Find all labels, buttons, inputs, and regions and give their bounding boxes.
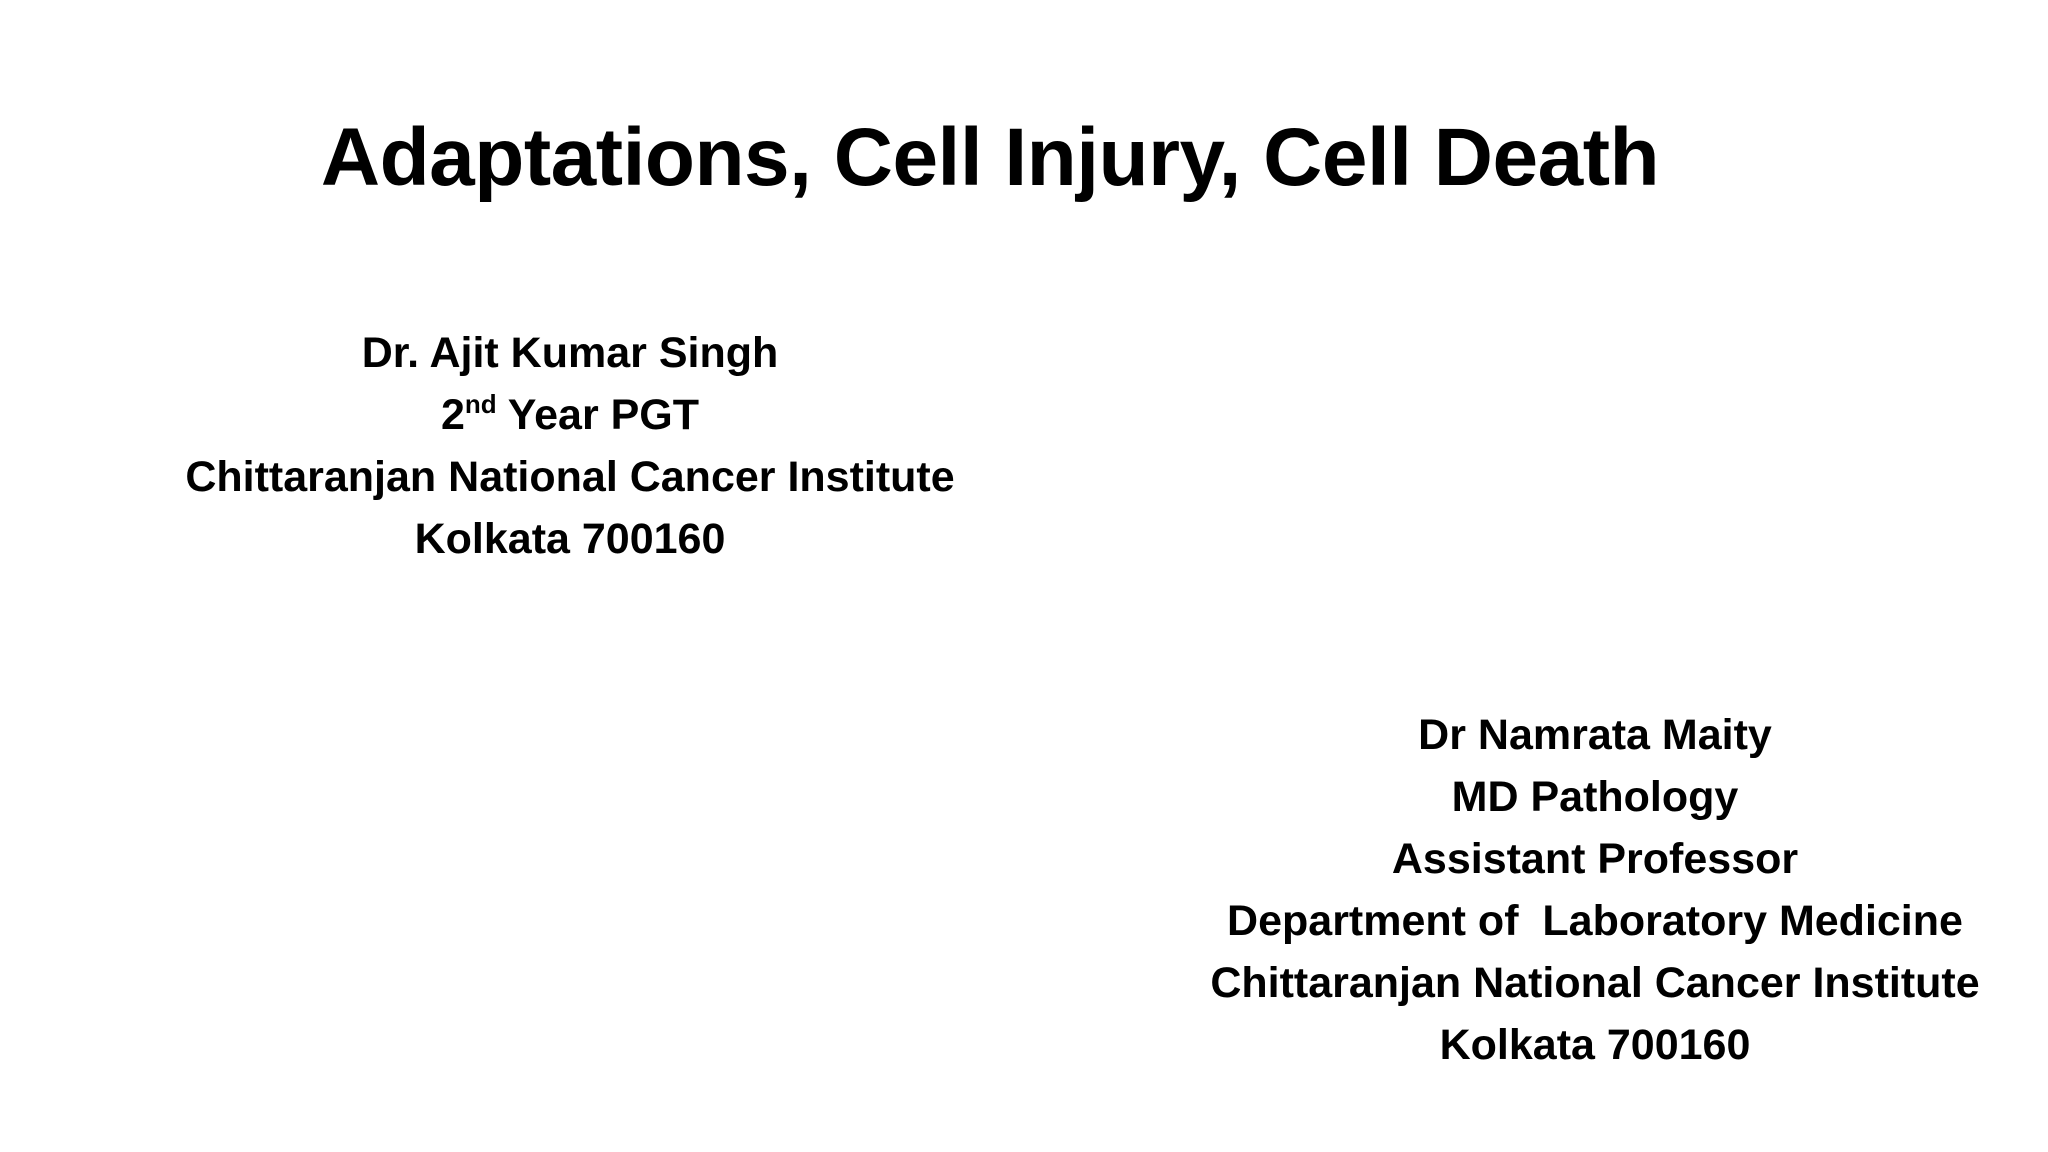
guide-city: Kolkata 700160 (1439, 1021, 1751, 1069)
guide-info (1180, 704, 2010, 1076)
presenter-institute: Chittaranjan National Cancer Institute (185, 453, 955, 501)
presenter-city: Kolkata 700160 (414, 515, 726, 563)
guide-institute: Chittaranjan National Cancer Institute (1210, 959, 1980, 1007)
guide-department: Department of Laboratory Medicine (1227, 897, 1963, 945)
presenter-year-suffix: nd (464, 389, 497, 419)
guide-degree: MD Pathology (1451, 773, 1739, 821)
guide-position: Assistant Professor (1391, 835, 1799, 883)
guide-name: Dr Namrata Maity (1418, 711, 1772, 759)
slide-title: Adaptations, Cell Injury, Cell Death (320, 112, 1660, 203)
presenter-info (110, 322, 1030, 570)
presenter-name: Dr. Ajit Kumar Singh (361, 329, 779, 377)
presenter-year-number: 2 (440, 391, 465, 439)
presenter-year (110, 384, 1030, 446)
presenter-year-text: Year PGT (496, 391, 700, 439)
